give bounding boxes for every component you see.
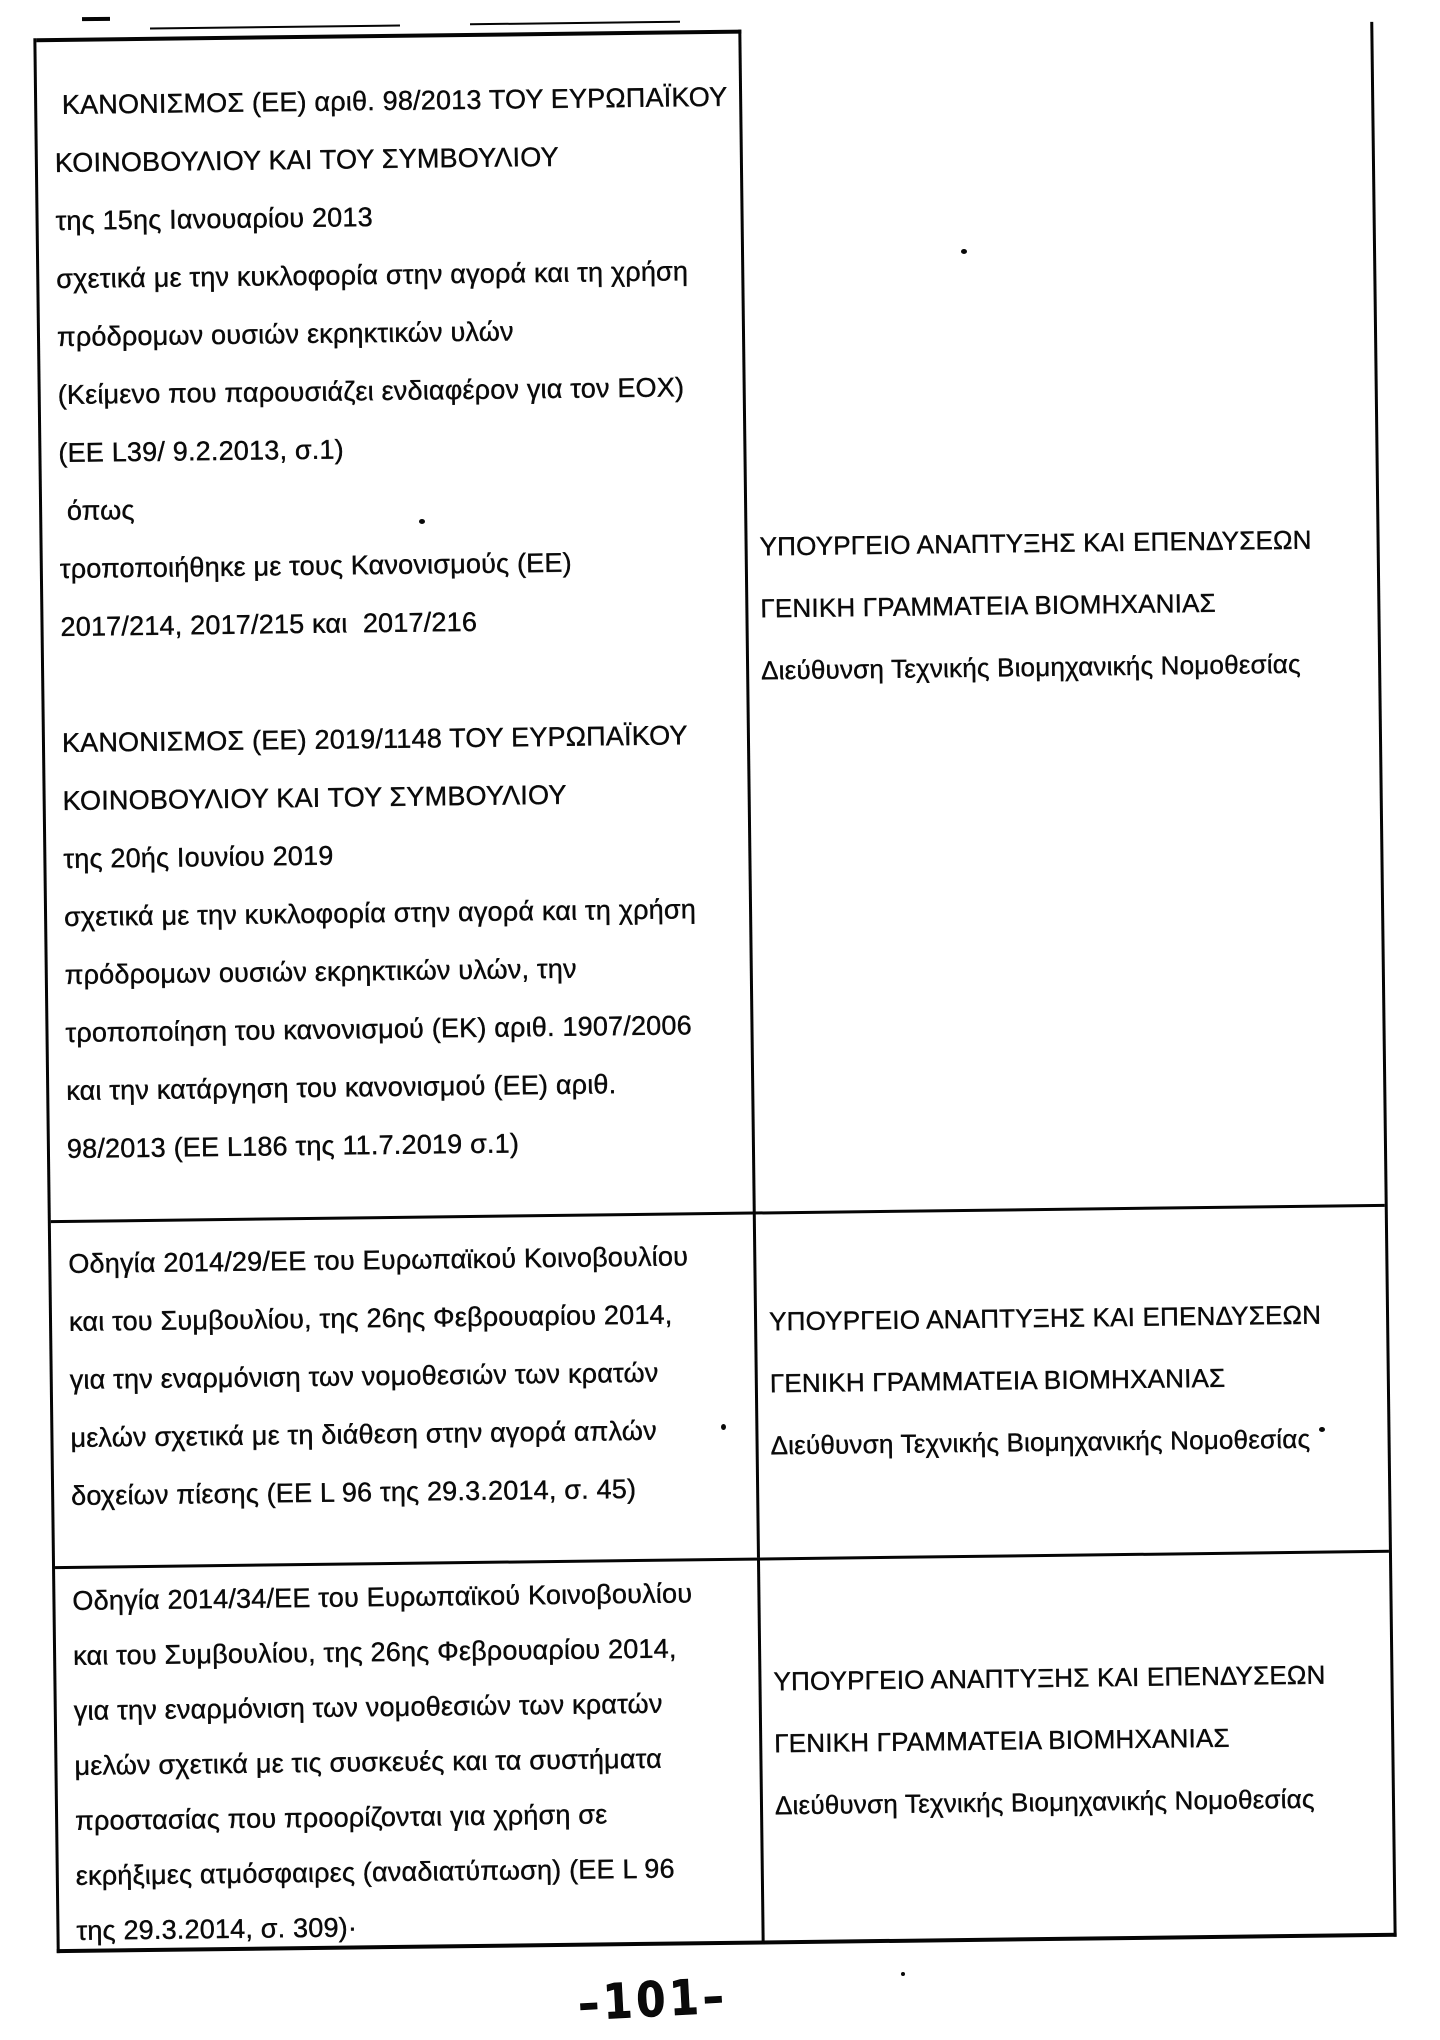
table-cell-ministry-row3: [760, 1553, 1394, 1945]
directive-text: Οδηγία 2014/34/ΕΕ του Ευρωπαϊκού Κοινοβουλίου και του Συμβουλίου, της 26ης Φεβρουαρίου 2014, για την εναρμόνιση των νομοθεσιών των κρατών μελών σχετικά με τις συσκευές και τα συστήματα προστασίας που προορίζονται για χρήση σε εκρήξιμες ατμόσφαιρες (αναδιατύπωση) (ΕΕ L 96 της 29.3.2014, σ. 309)·: [72, 1578, 693, 1946]
scan-speck: [1319, 1427, 1325, 1432]
table-row: [36, 22, 1384, 1220]
table-cell-ministry-row1: [741, 22, 1384, 1212]
scan-artifact-dash: [82, 17, 110, 21]
table-cell-directive-2014-29: [51, 1215, 760, 1567]
legislation-concordance-table: [33, 22, 1396, 1953]
ministry-text: ΥΠΟΥΡΓΕΙΟ ΑΝΑΠΤΥΞΗΣ ΚΑΙ ΕΠΕΝΔΥΣΕΩΝ ΓΕΝΙΚΗ ΓΡΑΜΜΑΤΕΙΑ ΒΙΟΜΗΧΑΝΙΑΣ Διεύθυνση Τεχνικής Βιομηχανικής Νομοθεσίας: [773, 1659, 1326, 1821]
scan-speck: [961, 249, 967, 254]
ministry-text: ΥΠΟΥΡΓΕΙΟ ΑΝΑΠΤΥΞΗΣ ΚΑΙ ΕΠΕΝΔΥΣΕΩΝ ΓΕΝΙΚΗ ΓΡΑΜΜΑΤΕΙΑ ΒΙΟΜΗΧΑΝΙΑΣ Διεύθυνση Τεχνικής Βιομηχανικής Νομοθεσίας: [768, 1299, 1322, 1461]
scan-speck: [419, 519, 425, 524]
table-cell-regulation-98-2013-and-2019-1148: [36, 30, 755, 1221]
scan-artifact-double-rule: [150, 24, 400, 29]
regulation-text: ΚΑΝΟΝΙΣΜΟΣ (ΕΕ) αριθ. 98/2013 ΤΟΥ ΕΥΡΩΠΑΪΚΟΥ ΚΟΙΝΟΒΟΥΛΙΟΥ ΚΑΙ ΤΟΥ ΣΥΜΒΟΥΛΙΟΥ της 15ης Ιανουαρίου 2013 σχετικά με την κυκλοφορία στην αγορά και τη χρήση πρόδρομων ουσιών εκρηκτικών υλών (Κείμενο που παρουσιάζει ενδιαφέρον για τον ΕΟΧ) (ΕΕ L39/ 9.2.2013, σ.1) όπως τροποποιήθηκε με τους Κανονισμούς (ΕΕ) 2017/214, 2017/215 και 2017/216 ΚΑΝΟΝΙΣΜΟΣ (ΕΕ) 2019/1148 ΤΟΥ ΕΥΡΩΠΑΪΚΟΥ ΚΟΙΝΟΒΟΥΛΙΟΥ ΚΑΙ ΤΟΥ ΣΥΜΒΟΥΛΙΟΥ της 20ής Ιουνίου 2019 σχετικά με την κυκλοφορία στην αγορά και τη χρήση πρόδρομων ουσιών εκρηκτικών υλών, την τροποποίηση του κανονισμού (ΕΚ) αριθ. 1907/2006 και την κατάργηση του κανονισμού (ΕΕ) αριθ. 98/2013 (ΕΕ L186 της 11.7.2019 σ.1): [53, 81, 728, 1164]
table-cell-directive-2014-34: [55, 1560, 765, 1953]
table-row: [55, 1550, 1394, 1953]
scan-speck: [901, 1972, 905, 1976]
handwritten-page-number: –101–: [576, 1967, 730, 2032]
scan-speck: [721, 1424, 726, 1430]
directive-text: Οδηγία 2014/29/ΕΕ του Ευρωπαϊκού Κοινοβουλίου και του Συμβουλίου, της 26ης Φεβρουαρίου 2014, για την εναρμόνιση των νομοθεσιών των κρατών μελών σχετικά με τη διάθεση στην αγορά απλών δοχείων πίεσης (ΕΕ L 96 της 29.3.2014, σ. 45): [68, 1241, 689, 1511]
scan-artifact-double-rule: [470, 21, 680, 26]
table-row: [51, 1204, 1389, 1566]
table-cell-ministry-row2: [756, 1207, 1389, 1558]
ministry-text: ΥΠΟΥΡΓΕΙΟ ΑΝΑΠΤΥΞΗΣ ΚΑΙ ΕΠΕΝΔΥΣΕΩΝ ΓΕΝΙΚΗ ΓΡΑΜΜΑΤΕΙΑ ΒΙΟΜΗΧΑΝΙΑΣ Διεύθυνση Τεχνικής Βιομηχανικής Νομοθεσίας: [759, 524, 1312, 686]
